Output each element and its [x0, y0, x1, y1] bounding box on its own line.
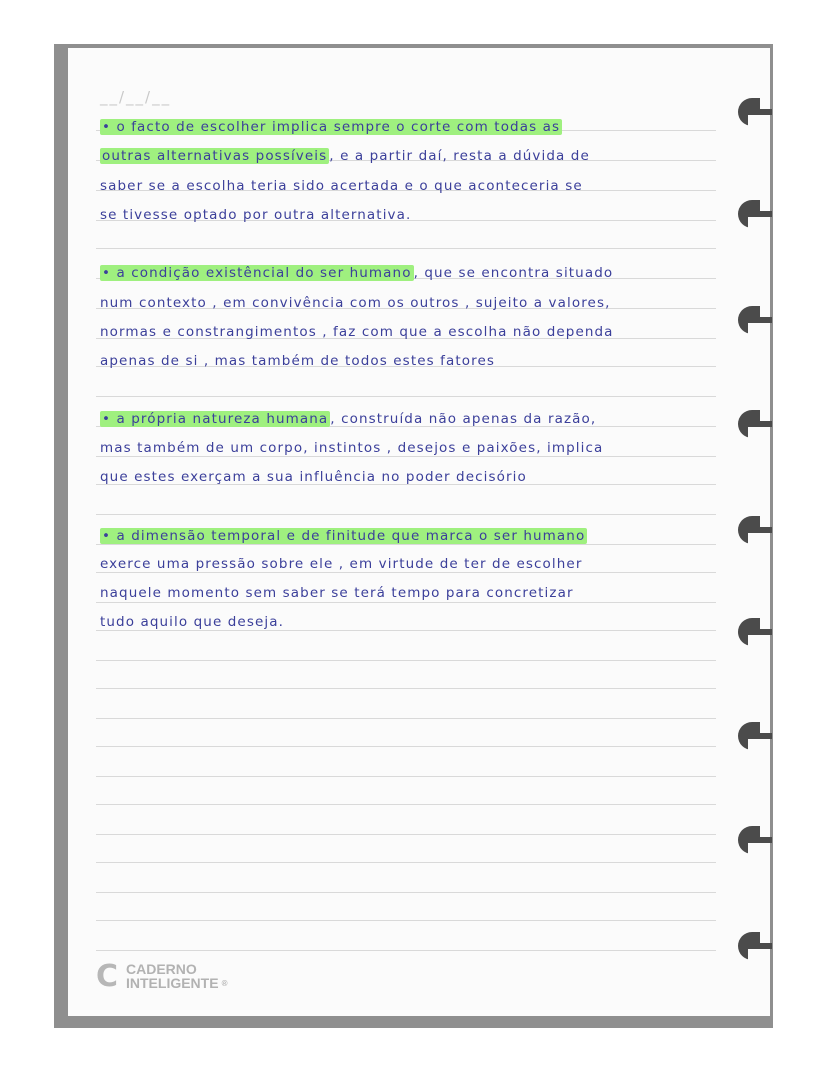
- binder-ring-icon: [738, 200, 772, 230]
- handwritten-line: exerce uma pressão sobre ele , em virtude de ter de escolher: [100, 556, 583, 572]
- handwritten-line: tudo aquilo que deseja.: [100, 614, 284, 630]
- handwritten-line: num contexto , em convivência com os outros , sujeito a valores,: [100, 295, 611, 311]
- ruled-line: [96, 804, 716, 805]
- ruled-line: [96, 892, 716, 893]
- highlighted-text: • a própria natureza humana: [102, 411, 329, 427]
- handwritten-line: • a própria natureza humana , construída não apenas da razão,: [102, 411, 597, 427]
- handwritten-line: [100, 116, 562, 138]
- logo-c-icon: C: [96, 958, 119, 994]
- highlighted-text: • o facto de escolher implica sempre o corte com todas as: [102, 119, 561, 135]
- ruled-line: [96, 776, 716, 777]
- date-field: __/__/__: [100, 88, 172, 106]
- ruled-line: [96, 834, 716, 835]
- binder-ring-icon: [738, 722, 772, 752]
- handwritten-line: • a condição existêncial do ser humano , que se encontra situado: [102, 265, 614, 281]
- registered-mark: ®: [221, 979, 228, 989]
- ruled-line: [96, 248, 716, 249]
- binder-ring-icon: [738, 98, 772, 128]
- handwritten-line: apenas de si , mas também de todos estes fatores: [100, 353, 496, 369]
- ruled-line: [96, 688, 716, 689]
- handwritten-line: que estes exerçam a sua influência no poder decisório: [100, 469, 527, 485]
- binder-ring-icon: [738, 826, 772, 856]
- handwritten-line: normas e constrangimentos , faz com que a escolha não dependa: [100, 324, 614, 340]
- highlighted-text: • a condição existêncial do ser humano: [102, 265, 412, 281]
- ruled-line: [96, 862, 716, 863]
- handwritten-line: saber se a escolha teria sido acertada e o que aconteceria se: [100, 178, 583, 194]
- brand-line-2: INTELIGENTE: [126, 975, 219, 991]
- highlighted-text: • a dimensão temporal e de finitude que marca o ser humano: [102, 528, 586, 544]
- ruled-line: [96, 718, 716, 719]
- handwritten-line: naquele momento sem saber se terá tempo para concretizar: [100, 585, 574, 601]
- binder-ring-icon: [738, 410, 772, 440]
- binder-ring-icon: [738, 306, 772, 336]
- caderno-inteligente-logo: [96, 958, 228, 994]
- highlighted-text: outras alternativas possíveis: [102, 148, 328, 164]
- handwritten-line: outras alternativas possíveis , e a partir daí, resta a dúvida de: [102, 148, 590, 164]
- handwritten-line: se tivesse optado por outra alternativa.: [100, 207, 412, 223]
- binder-ring-icon: [738, 516, 772, 546]
- ruled-line: [96, 920, 716, 921]
- ruled-line: [96, 396, 716, 397]
- brand-line-1: CADERNO: [126, 961, 197, 977]
- ruled-line: [96, 746, 716, 747]
- binder-ring-icon: [738, 618, 772, 648]
- ruled-line: [96, 660, 716, 661]
- handwritten-line: mas também de um corpo, instintos , desejos e paixões, implica: [100, 440, 604, 456]
- ruled-line: [96, 950, 716, 951]
- ruled-line: [96, 514, 716, 515]
- handwritten-line: [100, 525, 587, 547]
- binder-ring-icon: [738, 932, 772, 962]
